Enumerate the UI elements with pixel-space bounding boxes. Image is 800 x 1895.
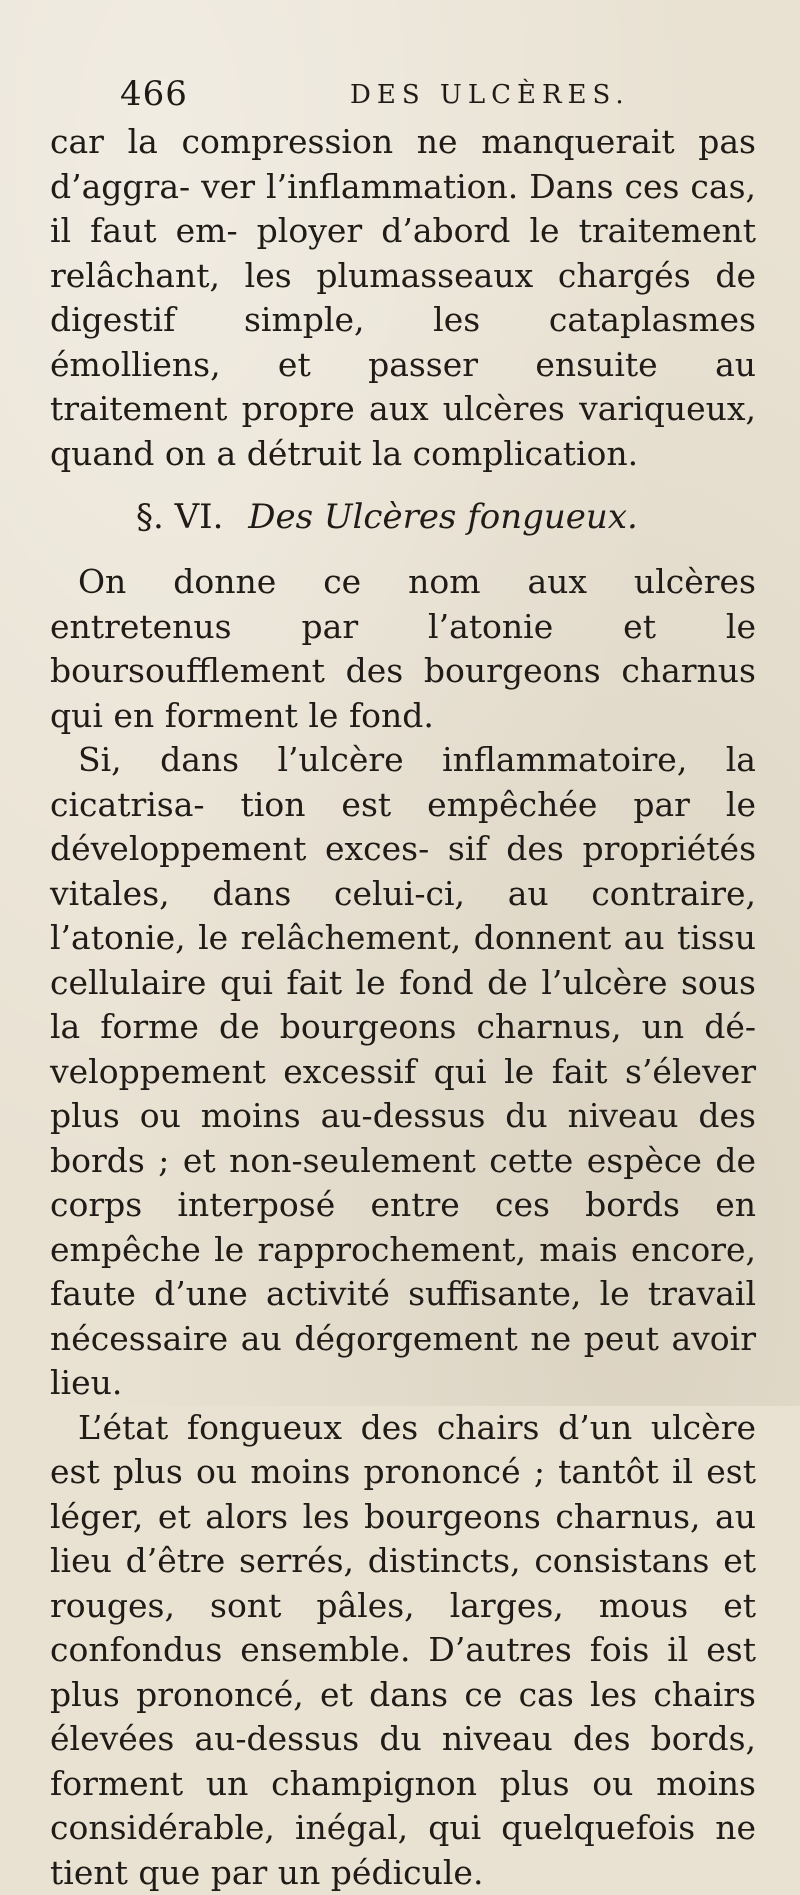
section-title: Des Ulcères fongueux. — [248, 497, 638, 537]
paragraph-definition: On donne ce nom aux ulcères entretenus par l’atonie et le boursoufflement des bourgeons charnus qui en forment le fond. — [50, 560, 756, 738]
running-head: DES ULCÈRES. — [350, 80, 630, 110]
page-header — [50, 70, 756, 120]
paragraph-description: L’état fongueux des chairs d’un ulcère est plus ou moins prononcé ; tantôt il est léger, et alors les bourgeons charnus, au lieu d’être serrés, distincts, consistans et rouges, sont pâles, larges, mous et confondus ensemble. D’autres fois il est plus prononcé, et dans ce cas les chairs élevées au-dessus du niveau des bords, forment un champignon plus ou moins considérable, inégal, qui quelquefois ne tient que par un pédicule. — [50, 1406, 756, 1895]
section-number: §. VI. — [136, 497, 223, 537]
section-heading — [50, 492, 756, 542]
paragraph-continuation: car la compression ne manquerait pas d’aggra- ver l’inflammation. Dans ces cas, il faut em- ployer d’abord le traitement relâchant, les plumasseaux chargés de digestif simple, les cataplasmes émolliens, et passer ensuite au traitement propre aux ulcères variqueux, quand on a détruit la complication. — [50, 120, 756, 476]
page-number: 466 — [120, 74, 188, 114]
paragraph-cause: Si, dans l’ulcère inflammatoire, la cicatrisa- tion est empêchée par le développement exces- sif des propriétés vitales, dans celui-ci, au contraire, l’atonie, le relâchement, donnent au tissu cellulaire qui fait le fond de l’ulcère sous la forme de bourgeons charnus, un dé- veloppement excessif qui le fait s’élever plus ou moins au-dessus du niveau des bords ; et non-seulement cette espèce de corps interposé entre ces bords en empêche le rapprochement, mais encore, faute d’une activité suffisante, le travail nécessaire au dégorgement ne peut avoir lieu. — [50, 738, 756, 1406]
